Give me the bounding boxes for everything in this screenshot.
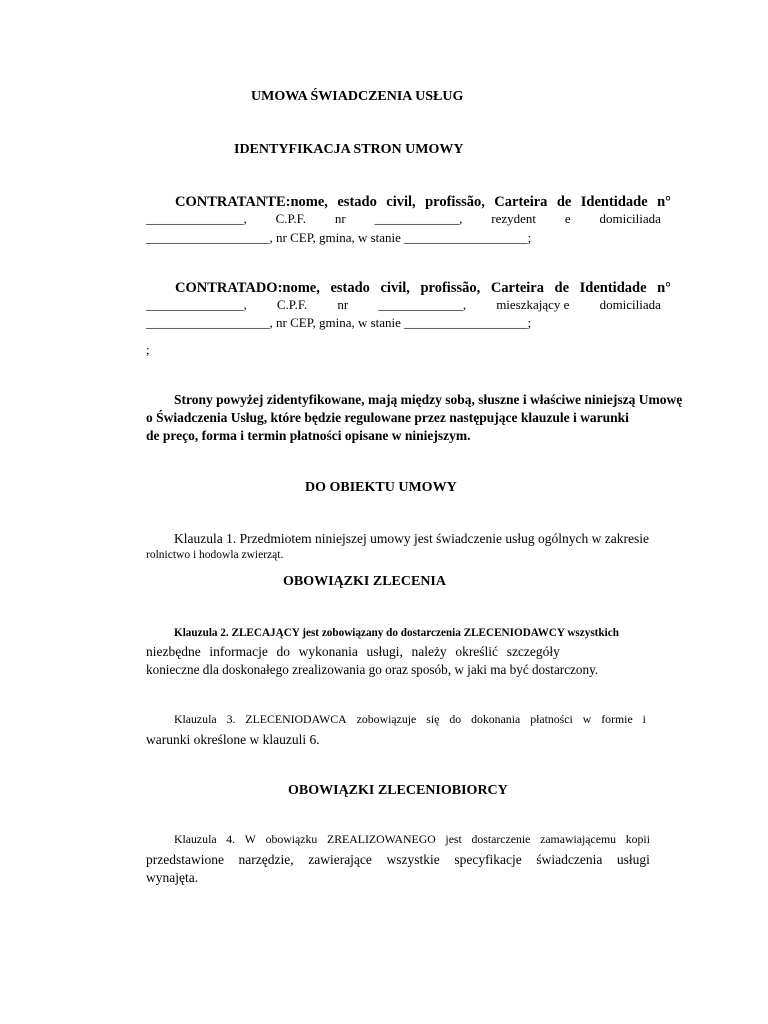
word: Klauzula [174, 712, 217, 726]
word: civil, [380, 280, 410, 296]
word: rezydent [491, 211, 537, 226]
clause2-line-2 [146, 645, 560, 659]
word: Identidade [579, 280, 647, 296]
contratante-line-2 [146, 212, 661, 225]
word: n° [657, 194, 671, 210]
word: formie [601, 712, 633, 726]
clause1-line-1: Klauzula 1. Przedmiotem niniejszej umowy jest świadczenie usług ogólnych w zakresie [174, 531, 649, 546]
word: 4. [226, 832, 236, 846]
contratado-line-3: ___________________, nr CEP, gmina, w stanie ___________________; [146, 315, 532, 330]
word: _____________, [374, 211, 463, 226]
word: Klauzula [174, 832, 217, 846]
word: _______________, [146, 211, 247, 226]
clause1-line-2: rolnictwo i hodowla zwierząt. [146, 549, 284, 561]
word: 3. [226, 712, 236, 726]
word: zobowiązuje [356, 712, 417, 726]
word: C.P.F. [275, 211, 307, 226]
word: ZLECENIODAWCA [245, 712, 347, 726]
intro-line-1: Strony powyżej zidentyfikowane, mają między sobą, słuszne i właściwe niniejszą Umowę [174, 392, 683, 407]
identification-heading: IDENTYFIKACJA STRON UMOWY [234, 142, 464, 157]
word: W [244, 832, 256, 846]
contractor-heading: OBOWIĄZKI ZLECENIOBIORCY [288, 783, 508, 798]
word: zamawiającemu [540, 832, 617, 846]
word: do [276, 644, 290, 659]
word: Carteira [490, 280, 544, 296]
word: de [554, 280, 570, 296]
obligations-heading: OBOWIĄZKI ZLECENIA [283, 574, 446, 589]
clause2-line-1: Klauzula 2. ZLECAJĄCY jest zobowiązany do dostarczenia ZLECENIODAWCY wszystkich [174, 627, 619, 639]
word: C.P.F. [276, 297, 308, 312]
word: Identidade [580, 194, 648, 210]
word: kopii [625, 832, 650, 846]
stray-semicolon: ; [146, 342, 150, 357]
word: zawierające [308, 852, 372, 867]
word: należy [411, 644, 447, 659]
word: nr [334, 211, 346, 226]
word: informacje [209, 644, 268, 659]
word: narzędzie, [238, 852, 294, 867]
word: ZREALIZOWANEGO [326, 832, 436, 846]
contratado-line-1 [175, 281, 671, 296]
word: określić [455, 644, 499, 659]
word: n° [657, 280, 671, 296]
word: niezbędne [146, 644, 201, 659]
word: estado [330, 280, 370, 296]
word: profissão, [420, 280, 481, 296]
word: w [582, 712, 592, 726]
contratante-label: CONTRATANTE:nome, [175, 194, 328, 210]
contratado-label: CONTRATADO:nome, [175, 280, 320, 296]
word: i [642, 712, 646, 726]
word: _____________, [378, 297, 467, 312]
word: Carteira [494, 194, 548, 210]
clause3-line-1 [174, 714, 646, 726]
word: de [556, 194, 572, 210]
word: jest [445, 832, 462, 846]
word: płatności [530, 712, 573, 726]
word: estado [337, 194, 377, 210]
document-title: UMOWA ŚWIADCZENIA USŁUG [251, 89, 464, 104]
word: usługi, [366, 644, 403, 659]
word: wykonania [298, 644, 358, 659]
word: szczegóły [506, 644, 560, 659]
word: wszystkie [386, 852, 440, 867]
word: usługi [616, 852, 650, 867]
word: _______________, [146, 297, 247, 312]
word: mieszkający e [496, 297, 570, 312]
word: przedstawione [146, 852, 224, 867]
contratante-line-1 [175, 195, 671, 210]
word: obowiązku [265, 832, 318, 846]
clause4-line-1 [174, 834, 650, 846]
clause3-line-2: warunki określone w klauzuli 6. [146, 732, 320, 747]
intro-line-3: de preço, forma i termin płatności opisane w niniejszym. [146, 428, 471, 443]
contratado-line-2 [146, 298, 661, 311]
clause4-line-2 [146, 853, 650, 867]
word: profissão, [425, 194, 485, 210]
word: specyfikacje [454, 852, 522, 867]
contratante-line-3: ___________________, nr CEP, gmina, w stanie ___________________; [146, 230, 532, 245]
word: świadczenia [536, 852, 603, 867]
word: domiciliada [599, 297, 661, 312]
word: się [426, 712, 440, 726]
word: do [449, 712, 462, 726]
intro-line-2: o Świadczenia Usług, które będzie regulowane przez następujące klauzule i warunki [146, 410, 629, 425]
object-heading: DO OBIEKTU UMOWY [305, 480, 457, 495]
word: domiciliada [599, 211, 661, 226]
word: dokonania [471, 712, 521, 726]
word: dostarczenie [471, 832, 531, 846]
clause4-line-3: wynajęta. [146, 870, 199, 885]
clause2-line-3: konieczne dla doskonałego zrealizowania go oraz sposób, w jaki ma być dostarczony. [146, 662, 599, 677]
word: e [564, 211, 571, 226]
word: nr [337, 297, 349, 312]
word: civil, [386, 194, 416, 210]
